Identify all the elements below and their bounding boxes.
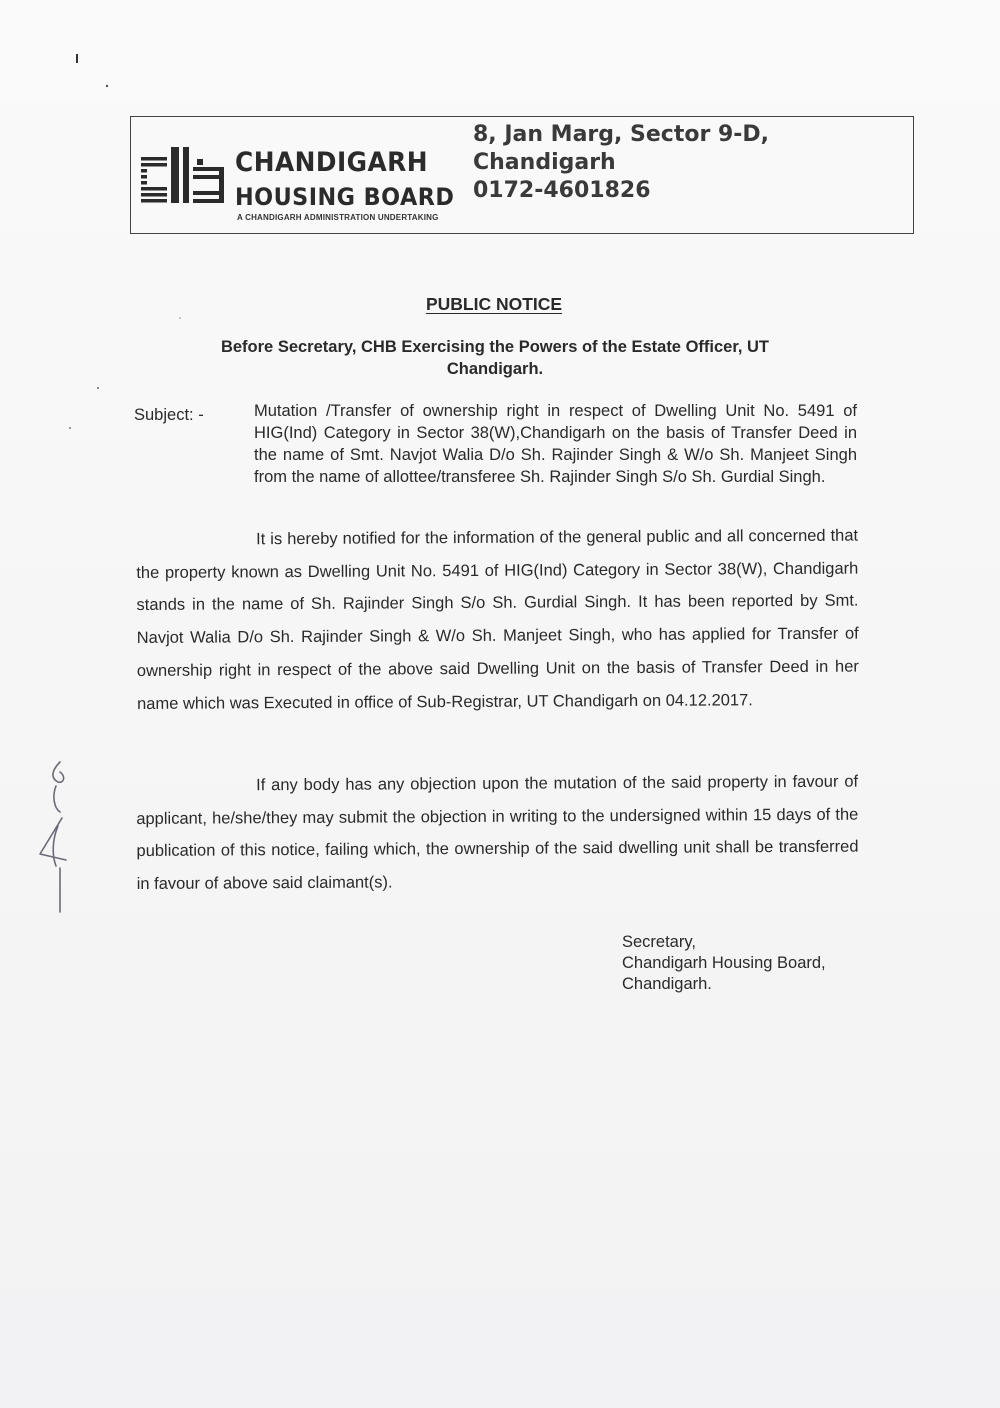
org-tagline: A CHANDIGARH ADMINISTRATION UNDERTAKING <box>237 213 439 222</box>
letterhead <box>130 116 914 234</box>
notice-title: PUBLIC NOTICE <box>425 294 563 314</box>
org-name-line1: CHANDIGARH <box>235 147 429 178</box>
signature-line1: Secretary, <box>622 933 696 951</box>
signature-line2: Chandigarh Housing Board, <box>622 954 826 972</box>
org-name-line2: HOUSING BOARD <box>235 183 455 211</box>
address-line1: 8, Jan Marg, Sector 9-D, <box>473 122 770 147</box>
subject-text: Mutation /Transfer of ownership right in respect of Dwelling Unit No. 5491 of HIG(Ind) Category in Sector 38(W),Chandigarh on the basis of Transfer Deed in the name of Smt. Navjot Walia D/o Sh. Rajinder Singh & W/o Sh. Manjeet Singh from the name of allottee/transferee Sh. Rajinder Singh S/o Sh. Gurdial Singh. <box>254 402 857 486</box>
address-line2: Chandigarh <box>473 150 616 175</box>
authority-line: Before Secretary, CHB Exercising the Powers of the Estate Officer, UT Chandigarh. <box>220 338 770 378</box>
signature-line3: Chandigarh. <box>622 975 712 993</box>
address-block <box>473 121 769 205</box>
handwritten-initials-icon <box>22 756 82 916</box>
phone-number: 0172-4601826 <box>473 178 651 203</box>
signature-block <box>622 932 826 995</box>
notice-paragraph-1: It is hereby notified for the information of the general public and all concerned that the property known as Dwelling Unit No. 5491 of HIG(Ind) Category in Sector 38(W), Chandigarh stands in the name of Sh. Rajinder Singh S/o Sh. Gurdial Singh. It has been reported by Smt. Navjot Walia D/o Sh. Rajinder Singh & W/o Sh. Manjeet Singh, who has applied for Transfer of ownership right in respect of the above said Dwelling Unit on the basis of Transfer Deed in her name which was Executed in office of Sub-Registrar, UT Chandigarh on 04.12.2017. <box>136 526 859 713</box>
chb-logo-icon <box>141 147 227 209</box>
notice-paragraph-2: If any body has any objection upon the mutation of the said property in favour of applicant, he/she/they may submit the objection in writing to the undersigned within 15 days of the publication of this notice, failing which, the ownership of the said dwelling unit shall be transferred in favour of above said claimant(s). <box>136 772 859 894</box>
subject-label: Subject: - <box>134 406 204 424</box>
